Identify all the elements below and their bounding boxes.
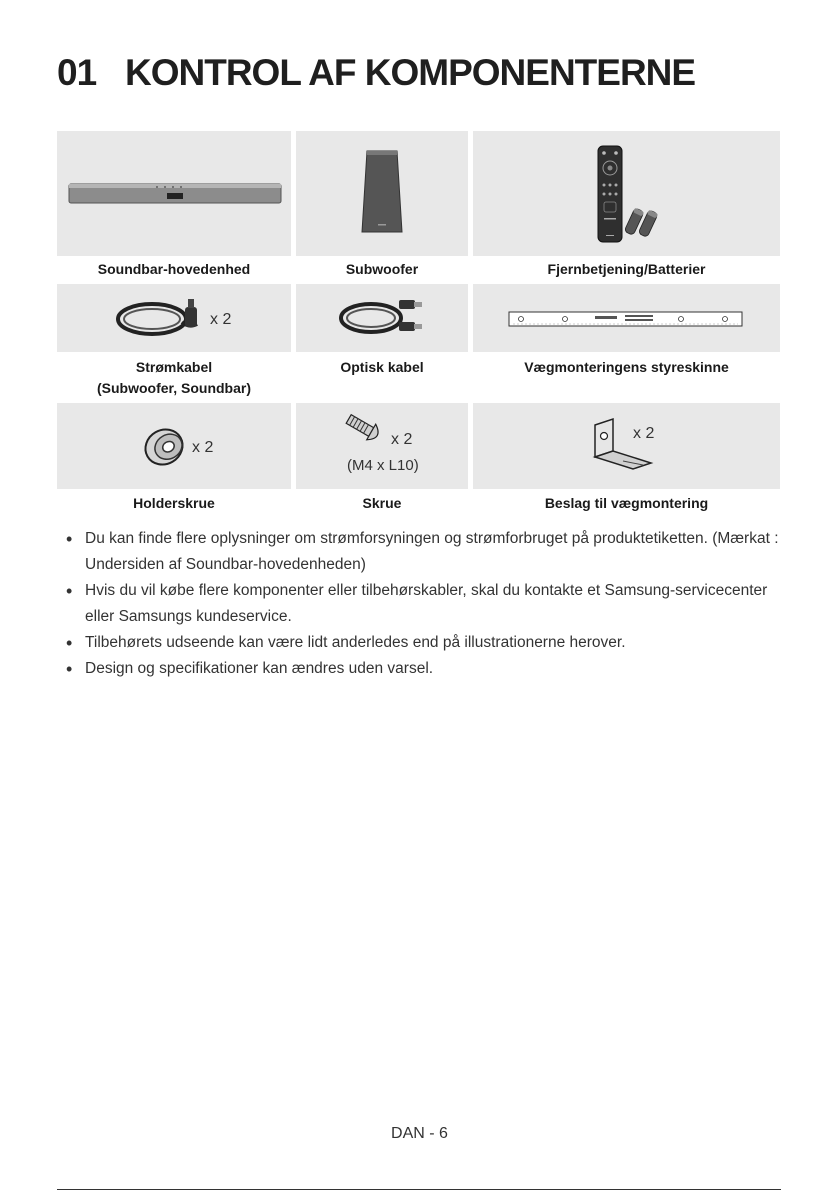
remote-control-icon bbox=[473, 131, 780, 256]
section-title: KONTROL AF KOMPONENTERNE bbox=[125, 52, 696, 93]
component-cell-remote bbox=[473, 131, 780, 256]
page-title bbox=[57, 52, 695, 94]
quantity-power-cable: x 2 bbox=[210, 311, 232, 328]
label-screw: Skrue bbox=[362, 495, 402, 511]
subwoofer-icon bbox=[296, 131, 468, 256]
quantity-holder-screw: x 2 bbox=[192, 439, 214, 456]
note-item: • Tilbehørets udseende kan være lidt anderledes end på illustrationerne herover. bbox=[66, 630, 786, 656]
label-power-cable bbox=[57, 357, 291, 399]
page-number: DAN - 6 bbox=[391, 1125, 448, 1142]
optical-cable-icon bbox=[296, 284, 468, 352]
component-cell-soundbar bbox=[57, 131, 291, 256]
label-wall-rail: Vægmonteringens styreskinne bbox=[524, 359, 729, 375]
quantity-bracket: x 2 bbox=[633, 425, 655, 442]
section-number: 01 bbox=[57, 52, 97, 93]
label-optical-cable: Optisk kabel bbox=[340, 359, 424, 375]
component-cell-bracket bbox=[473, 403, 780, 489]
screw-icon bbox=[296, 403, 468, 489]
label-subwoofer: Subwoofer bbox=[345, 261, 419, 277]
notes-list bbox=[66, 526, 786, 682]
label-power-cable-line2: (Subwoofer, Soundbar) bbox=[97, 380, 251, 396]
note-item: • Du kan finde flere oplysninger om strømforsyningen og strømforbruget på produktetiketten. (Mærkat : Undersiden af Soundbar-hovedenheden) bbox=[66, 526, 786, 578]
label-remote: Fjernbetjening/Batterier bbox=[547, 261, 706, 277]
label-soundbar: Soundbar-hovedenhed bbox=[97, 261, 251, 277]
screw-spec: (M4 x L10) bbox=[347, 457, 419, 474]
label-holder-screw: Holderskrue bbox=[133, 495, 215, 511]
component-cell-holder-screw bbox=[57, 403, 291, 489]
label-power-cable-line1: Strømkabel bbox=[135, 359, 213, 375]
wall-bracket-icon bbox=[473, 403, 780, 489]
quantity-screw: x 2 bbox=[391, 431, 413, 448]
holder-screw-icon bbox=[57, 403, 291, 489]
bottom-divider bbox=[57, 1189, 781, 1190]
component-cell-screw bbox=[296, 403, 468, 489]
power-cable-icon bbox=[57, 284, 291, 352]
component-cell-wall-rail bbox=[473, 284, 780, 352]
component-cell-optical-cable bbox=[296, 284, 468, 352]
note-item: • Hvis du vil købe flere komponenter eller tilbehørskabler, skal du kontakte et Samsung-servicecenter eller Samsungs kundeservice. bbox=[66, 578, 786, 630]
note-item: • Design og specifikationer kan ændres uden varsel. bbox=[66, 656, 786, 682]
component-cell-power-cable bbox=[57, 284, 291, 352]
component-cell-subwoofer bbox=[296, 131, 468, 256]
wall-rail-icon bbox=[473, 284, 780, 352]
soundbar-icon bbox=[57, 131, 291, 256]
label-bracket: Beslag til vægmontering bbox=[544, 495, 709, 511]
